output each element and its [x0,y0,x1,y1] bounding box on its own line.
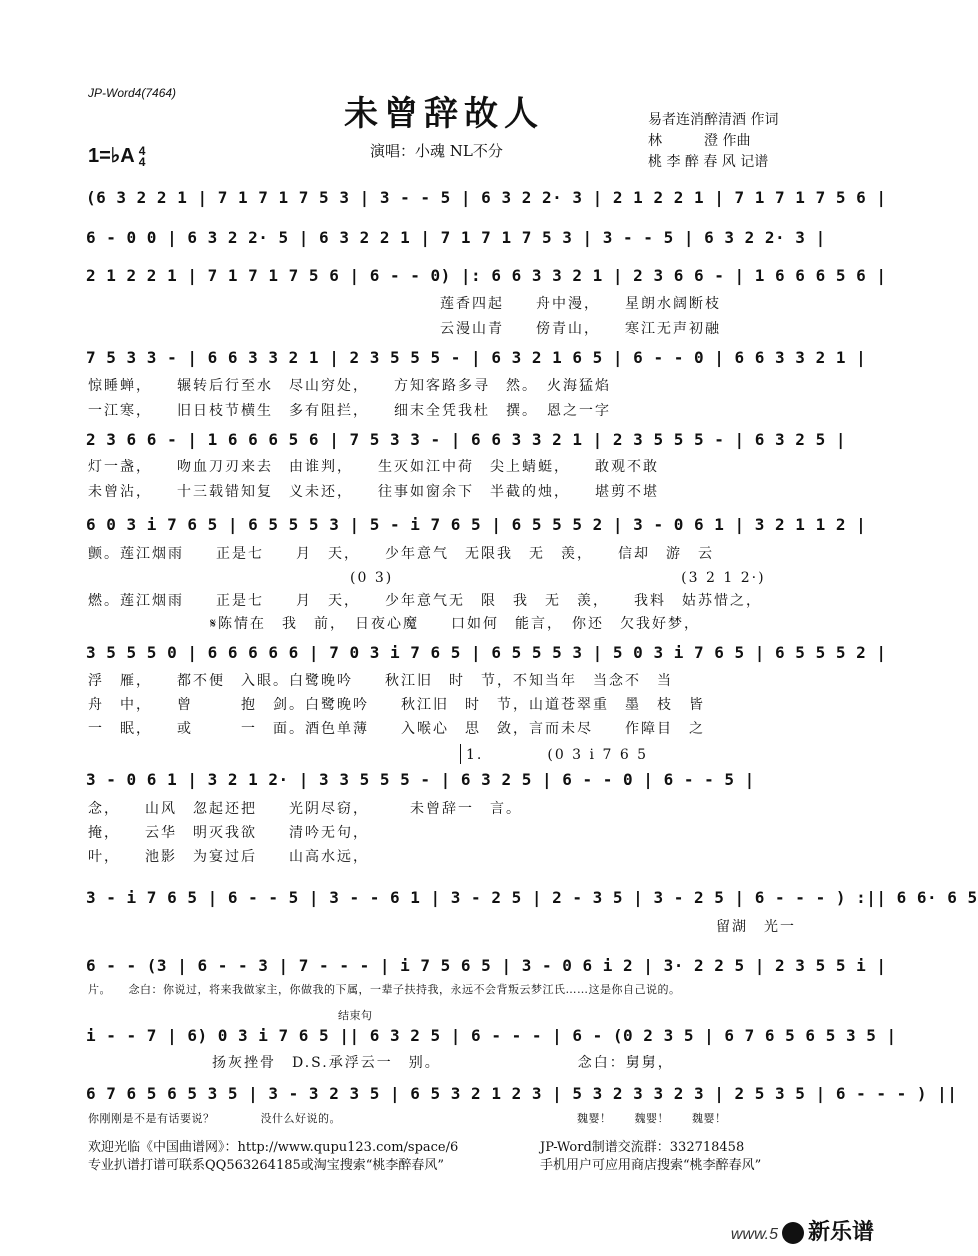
lyric-row: 你刚刚是不是有话要说？ 没什么好说的。 魏婴！ 魏婴！ 魏婴！ [88,1112,727,1125]
notation-row: 6 - 0 0 | 6 3 2 2· 5 | 6 3 2 2 1 | 7 1 7 1 7 5 3 | 3 - - 5 | 6 3 2 2· 3 | [86,228,826,247]
notation-row: 2 1 2 2 1 | 7 1 7 1 7 5 6 | 6 - - 0) |: 6 6 3 3 2 1 | 2 3 6 6 - | 1 6 6 6 5 6 | [86,266,887,285]
lyric-row: 舟 中， 曾 抱 剑。白鹭晚吟 秋江旧 时 节，山道苍翠重 墨 枝 皆 [88,697,705,713]
lyric-row: 𝄋陈情在 我 前， 日夜心魔 口如何 能言， 你还 欠我好梦， [210,616,701,632]
notation-row: 6 - - (3 | 6 - - 3 | 7 - - - | i 7 5 6 5 | 3 - 0 6 i 2 | 3· 2 2 5 | 2 3 5 5 i | [86,956,887,975]
footer-app: 手机用户可应用商店搜索“桃李醉春风” [540,1158,762,1173]
lyric-row: 未曾沾， 十三载错知复 义未还， 往事如窗余下 半截的烛， 堪剪不堪 [88,484,659,500]
lyric-row: 灯一盏， 吻血刀刃来去 由谁判， 生灭如江中荷 尖上蜻蜓， 敢观不敢 [88,459,659,475]
site-logo [731,1215,874,1246]
lyric-row: 云漫山青 傍青山， 寒江无声初融 [440,321,721,337]
software-tag: JP-Word4(7464) [88,86,177,100]
notation-row: 6 7 6 5 6 5 3 5 | 3 - 3 2 3 5 | 6 5 3 2 1 2 3 | 5 3 2 3 3 2 3 | 2 5 3 5 | 6 - - - ) || [86,1084,958,1103]
lyric-row: 留湖 光一 [716,919,796,935]
notation-row: 7 5 3 3 - | 6 6 3 3 2 1 | 2 3 5 5 5 - | 6 3 2 1 6 5 | 6 - - 0 | 6 6 3 3 2 1 | [86,348,867,367]
notation-row: 6 0 3 i 7 6 5 | 6 5 5 5 3 | 5 - i 7 6 5 | 6 5 5 5 2 | 3 - 0 6 1 | 3 2 1 1 2 | [86,515,867,534]
notation-row: 2 3 6 6 - | 1 6 6 6 5 6 | 7 5 3 3 - | 6 6 3 3 2 1 | 2 3 5 5 5 - | 6 3 2 5 | [86,430,846,449]
lyric-row: 莲香四起 舟中漫， 星朗水阔断枝 [440,296,721,312]
footer-group: JP-Word制谱交流群：332718458 [540,1140,745,1155]
lyric-row: 扬灰挫骨 D.S.承浮云一 别。 念白：舅舅， [212,1055,674,1071]
key-label: 1=♭A [88,145,135,167]
notation-row: 3 - i 7 6 5 | 6 - - 5 | 3 - - 6 1 | 3 - 2 5 | 2 - 3 5 | 3 - 2 5 | 6 - - - ) :|| 6 6· 6 5 [86,888,978,907]
lyricist-credit: 易者连消醉清酒 作词 [648,112,779,128]
lyric-row: 浮 雁， 都不便 入眼。白鹭晚吟 秋江旧 时 节，不知当年 当念不 当 [88,673,673,689]
footer-website: 欢迎光临《中国曲谱网》：http://www.qupu123.com/space/6 [88,1140,459,1155]
footer-contact: 专业扒谱打谱可联系QQ563264185或淘宝搜索“桃李醉春风” [88,1158,445,1173]
time-bottom: 4 [138,154,146,169]
lyric-row: 颤。莲江烟雨 正是七 月 天， 少年意气 无限我 无 羡， 信却 游 云 [88,546,714,562]
lyric-row: 燃。莲江烟雨 正是七 月 天， 少年意气无 限 我 无 羡， 我料 姑苏惜之， [88,593,762,609]
logo-url: www.5 [730,1226,778,1243]
notation-row: 3 - 0 6 1 | 3 2 1 2· | 3 3 5 5 5 - | 6 3 2 5 | 6 - - 0 | 6 - - 5 | [86,770,755,789]
notation-row: (6 3 2 2 1 | 7 1 7 1 7 5 3 | 3 - - 5 | 6 3 2 2· 3 | 2 1 2 2 1 | 7 1 7 1 7 5 6 | [86,188,887,207]
logo-text: 新乐谱 [807,1219,874,1244]
volta-bracket [460,744,461,764]
lyric-row: 结束句 [338,1009,373,1022]
time-top: 4 [138,143,146,158]
lyric-row: 一江寒， 旧日枝节横生 多有阻拦， 细末全凭我杜 撰。 恩之一字 [88,403,611,419]
lyric-row: (0 3) (3 2 1 2·) [350,570,766,586]
lyric-row: 念， 山风 忽起还把 光阴尽窃， 未曾辞一 言。 [88,801,522,817]
lyric-row: 1. (0 3 i 7 6 5 [466,747,649,763]
lyric-row: 掩， 云华 明灭我欲 清吟无句， [88,825,369,841]
transcriber-credit: 桃 李 醉 春 风 记谱 [648,154,769,170]
notation-row: i - - 7 | 6) 0 3 i 7 6 5 || 6 3 2 5 | 6 - - - | 6 - (0 2 3 5 | 6 7 6 5 6 5 3 5 | [86,1026,897,1045]
notation-row: 3 5 5 5 0 | 6 6 6 6 6 | 7 0 3 i 7 6 5 | 6 5 5 5 3 | 5 0 3 i 7 6 5 | 6 5 5 5 2 | [86,643,887,662]
lyric-row: 片。 念白：你说过，将来我做家主，你做我的下属，一辈子扶持我，永远不会背叛云梦江氏……这是你自己说的。 [88,983,681,996]
composer-credit: 林 澄 作曲 [648,133,751,149]
singer-credit: 演唱：小魂 NL不分 [370,142,503,160]
song-title: 未曾辞故人 [344,94,544,134]
lyric-row: 叶， 池影 为宴过后 山高水远， [88,849,369,865]
lyric-row: 惊睡蝉， 辗转后行至水 尽山穷处， 方知客路多寻 然。 火海猛焰 [88,378,611,394]
record-icon [782,1222,804,1244]
lyric-row: 一 眠， 或 一 面。酒色单薄 入喉心 思 敛，言而未尽 作障目 之 [88,721,705,737]
